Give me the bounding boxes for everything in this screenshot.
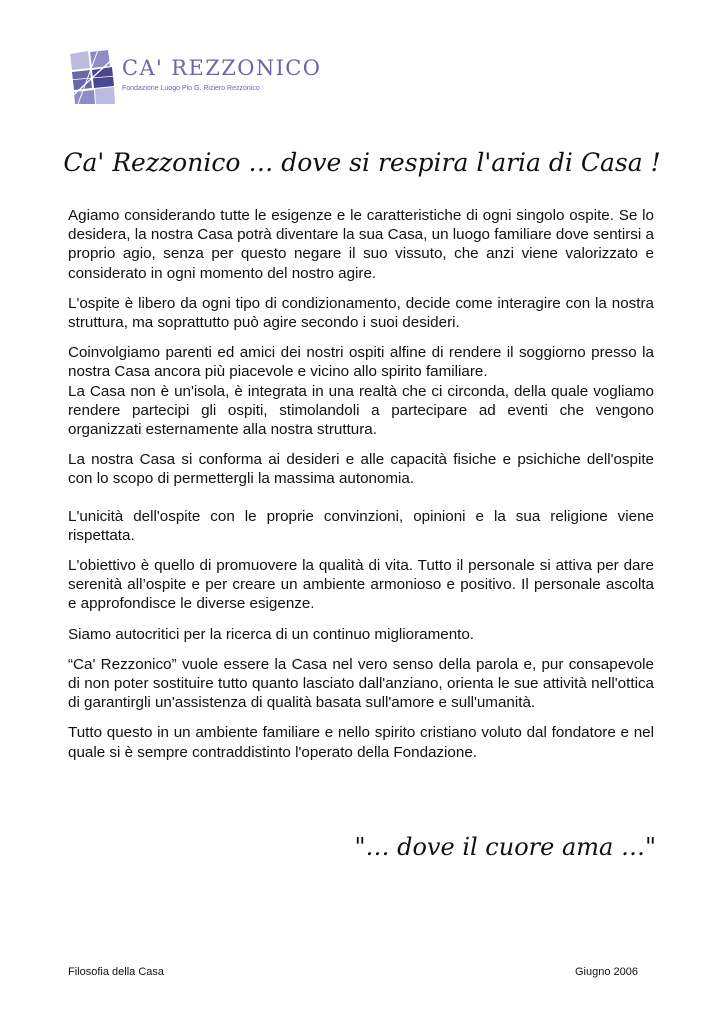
page-title: Ca' Rezzonico … dove si respira l'aria di Casa ! (63, 148, 661, 177)
paragraph-3-part-2: La Casa non è un'isola, è integrata in una realtà che ci circonda, della quale vogliamo rendere partecipi gli ospiti, stimolandoli a partecipare ad eventi che vengono organizzati esternamente alla nostra struttura. (68, 382, 654, 439)
logo-name: CA' REZZONICO (122, 56, 322, 80)
paragraph-5: L'unicità dell'ospite con le proprie convinzioni, opinioni e la sua religione viene rispettata. (68, 507, 654, 544)
paragraph-9: Tutto questo in un ambiente familiare e nello spirito cristiano voluto dal fondatore e nel quale si è sempre contraddistinto l'operato della Fondazione. (68, 724, 654, 761)
logo-subtitle: Fondazione Luogo Pio G. Riziero Rezzonico (122, 85, 260, 92)
paragraph-7: Siamo autocritici per la ricerca di un continuo miglioramento. (68, 625, 475, 643)
paragraph-2: L'ospite è libero da ogni tipo di condizionamento, decide come interagire con la nostra struttura, ma soprattutto può agire secondo i suoi desideri. (68, 294, 654, 332)
paragraph-8: “Ca' Rezzonico” vuole essere la Casa nel vero senso della parola e, pur consapevole di non poter sostituire tutto quanto lasciato dall'anziano, orienta le sue attività nell'ottica di garantirgli un'assistenza di qualità basata sull'amore e sull'umanità. (68, 655, 654, 712)
paragraph-3 (68, 343, 654, 439)
paragraph-1: Agiamo considerando tutte le esigenze e le caratteristiche di ogni singolo ospite. Se lo desidera, la nostra Casa potrà diventare la sua Casa, un luogo familiare dove sentirsi a proprio agio, senza per questo negare il suo vissuto, che anzi viene valorizzato e considerato in ogni momento del nostro agire. (68, 207, 654, 282)
logo (68, 50, 322, 106)
logo-mark-icon (68, 50, 116, 104)
closing-quote: "… dove il cuore ama …" (354, 833, 656, 861)
footer-date: Giugno 2006 (575, 966, 638, 978)
body-text (68, 206, 654, 773)
paragraph-3-part-1: Coinvolgiamo parenti ed amici dei nostri ospiti alfine di rendere il soggiorno presso la nostra Casa ancora più piacevole e vicino allo spirito familiare. (68, 344, 654, 381)
paragraph-4: La nostra Casa si conforma ai desideri e alle capacità fisiche e psichiche dell'ospite con lo scopo di permettergli la massima autonomia. (68, 451, 654, 488)
footer-title: Filosofia della Casa (68, 966, 164, 978)
paragraph-6: L'obiettivo è quello di promuovere la qualità di vita. Tutto il personale si attiva per dare serenità all’ospite e per creare un ambiente armonioso e positivo. Il personale ascolta e approfondisce le diverse esigenze. (68, 557, 654, 613)
